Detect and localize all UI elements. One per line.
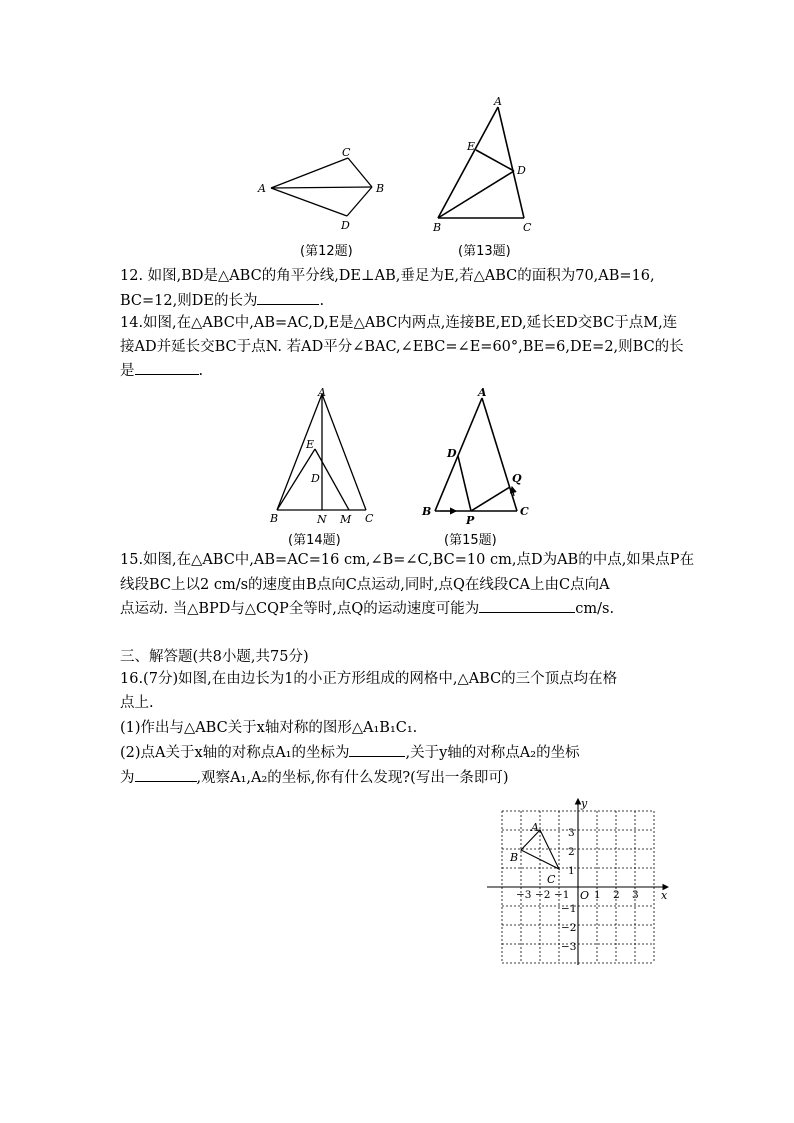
grid-ytick: −1 — [561, 903, 577, 915]
q16-part2-c: 为 — [120, 770, 135, 786]
grid-xtick: 2 — [613, 889, 620, 901]
q15-end: cm/s. — [575, 601, 615, 617]
grid-ytick: −3 — [561, 941, 577, 953]
grid-label-o: O — [580, 889, 590, 902]
fig15-label-c: C — [520, 505, 529, 518]
fig15-label-p: P — [466, 514, 475, 527]
q12-line2 — [120, 289, 324, 313]
grid-xtick: −3 — [516, 889, 532, 901]
fig14-label-a: A — [318, 386, 326, 399]
q14-line2: 接AD并延长交BC于点N. 若AD平分∠BAC,∠EBC=∠E=60°,BE=6,DE=2,则BC的长 — [120, 339, 684, 355]
fig14-label-n: N — [317, 513, 327, 526]
fig13-label-a: A — [494, 95, 502, 108]
q14-answer-blank[interactable] — [135, 360, 199, 375]
figure-13 — [425, 92, 545, 237]
fig13-label-e: E — [467, 140, 476, 153]
grid-ytick: 2 — [568, 846, 575, 858]
q16-part2-line1 — [120, 741, 580, 765]
fig15-label-a: A — [478, 386, 487, 399]
grid-ytick: 1 — [568, 865, 575, 877]
q12-answer-blank[interactable] — [257, 290, 319, 305]
grid-label-a: A — [531, 821, 539, 834]
fig14-label-m: M — [340, 513, 352, 526]
fig15-label-d: D — [447, 447, 457, 460]
q12-end: . — [319, 293, 325, 309]
fig15-caption: (第15题) — [444, 533, 497, 548]
fig14-label-d: D — [311, 472, 320, 485]
grid-xtick: 1 — [594, 889, 601, 901]
fig14-label-e: E — [306, 438, 315, 451]
q12-line2-text: BC=12,则DE的长为 — [120, 293, 258, 309]
q14-line1: 14.如图,在△ABC中,AB=AC,D,E是△ABC内两点,连接BE,ED,延长ED交BC于点M,连 — [120, 315, 678, 331]
fig12-caption: (第12题) — [300, 244, 353, 259]
grid-xtick: −2 — [535, 889, 551, 901]
grid-label-c: C — [547, 873, 556, 886]
q14-line3-text: 是 — [120, 363, 135, 379]
grid-ytick: 3 — [568, 827, 575, 839]
q15-line1: 15.如图,在△ABC中,AB=AC=16 cm,∠B=∠C,BC=10 cm,点D为AB的中点,如果点P在 — [120, 552, 695, 568]
fig13-label-b: B — [433, 221, 442, 234]
figure-15 — [418, 383, 538, 528]
fig14-label-c: C — [365, 512, 374, 525]
q16-a2-blank[interactable] — [135, 767, 197, 782]
grid-xtick: −1 — [554, 889, 570, 901]
fig12-label-c: C — [342, 146, 351, 159]
fig15-label-b: B — [422, 505, 432, 518]
section-3-title: 三、解答题(共8小题,共75分) — [120, 649, 309, 665]
grid-ytick: −2 — [561, 922, 577, 934]
grid-label-y: y — [581, 797, 588, 810]
q12-line1: 12. 如图,BD是△ABC的角平分线,DE⊥AB,垂足为E,若△ABC的面积为70,AB=16, — [120, 268, 655, 284]
q16-line1: 16.(7分)如图,在由边长为1的小正方形组成的网格中,△ABC的三个顶点均在格 — [120, 671, 618, 687]
fig13-caption: (第13题) — [458, 244, 511, 259]
q16-part2-line2 — [120, 766, 508, 790]
q14-line3 — [120, 359, 203, 383]
q14-end: . — [198, 363, 204, 379]
figure-14 — [262, 383, 387, 528]
q15-line3-text: 点运动. 当△BPD与△CQP全等时,点Q的运动速度可能为 — [120, 601, 480, 617]
fig12-label-b: B — [376, 182, 385, 195]
figure-12 — [255, 145, 390, 230]
q16-part2-b: ,关于y轴的对称点A₂的坐标 — [405, 745, 580, 761]
grid-label-b: B — [510, 851, 519, 864]
q16-part2-d: ,观察A₁,A₂的坐标,你有什么发现?(写出一条即可) — [196, 770, 509, 786]
q16-part1: (1)作出与△ABC关于x轴对称的图形△A₁B₁C₁. — [120, 720, 418, 736]
grid-xtick: 3 — [632, 889, 639, 901]
fig12-label-a: A — [258, 182, 266, 195]
coordinate-grid — [485, 795, 675, 970]
fig12-label-d: D — [341, 219, 350, 230]
q15-answer-blank[interactable] — [479, 598, 575, 613]
fig14-label-b: B — [270, 512, 279, 525]
fig13-label-d: D — [517, 164, 526, 177]
q16-part2-a: (2)点A关于x轴的对称点A₁的坐标为 — [120, 745, 350, 761]
grid-label-x: x — [661, 889, 668, 902]
fig13-label-c: C — [523, 221, 532, 234]
q16-a1-blank[interactable] — [349, 742, 405, 757]
q15-line2: 线段BC上以2 cm/s的速度由B点向C点运动,同时,点Q在线段CA上由C点向A — [120, 577, 610, 593]
q15-line3 — [120, 597, 614, 621]
fig15-label-q: Q — [512, 472, 522, 485]
q16-line2: 点上. — [120, 695, 154, 711]
fig14-caption: (第14题) — [288, 533, 341, 548]
